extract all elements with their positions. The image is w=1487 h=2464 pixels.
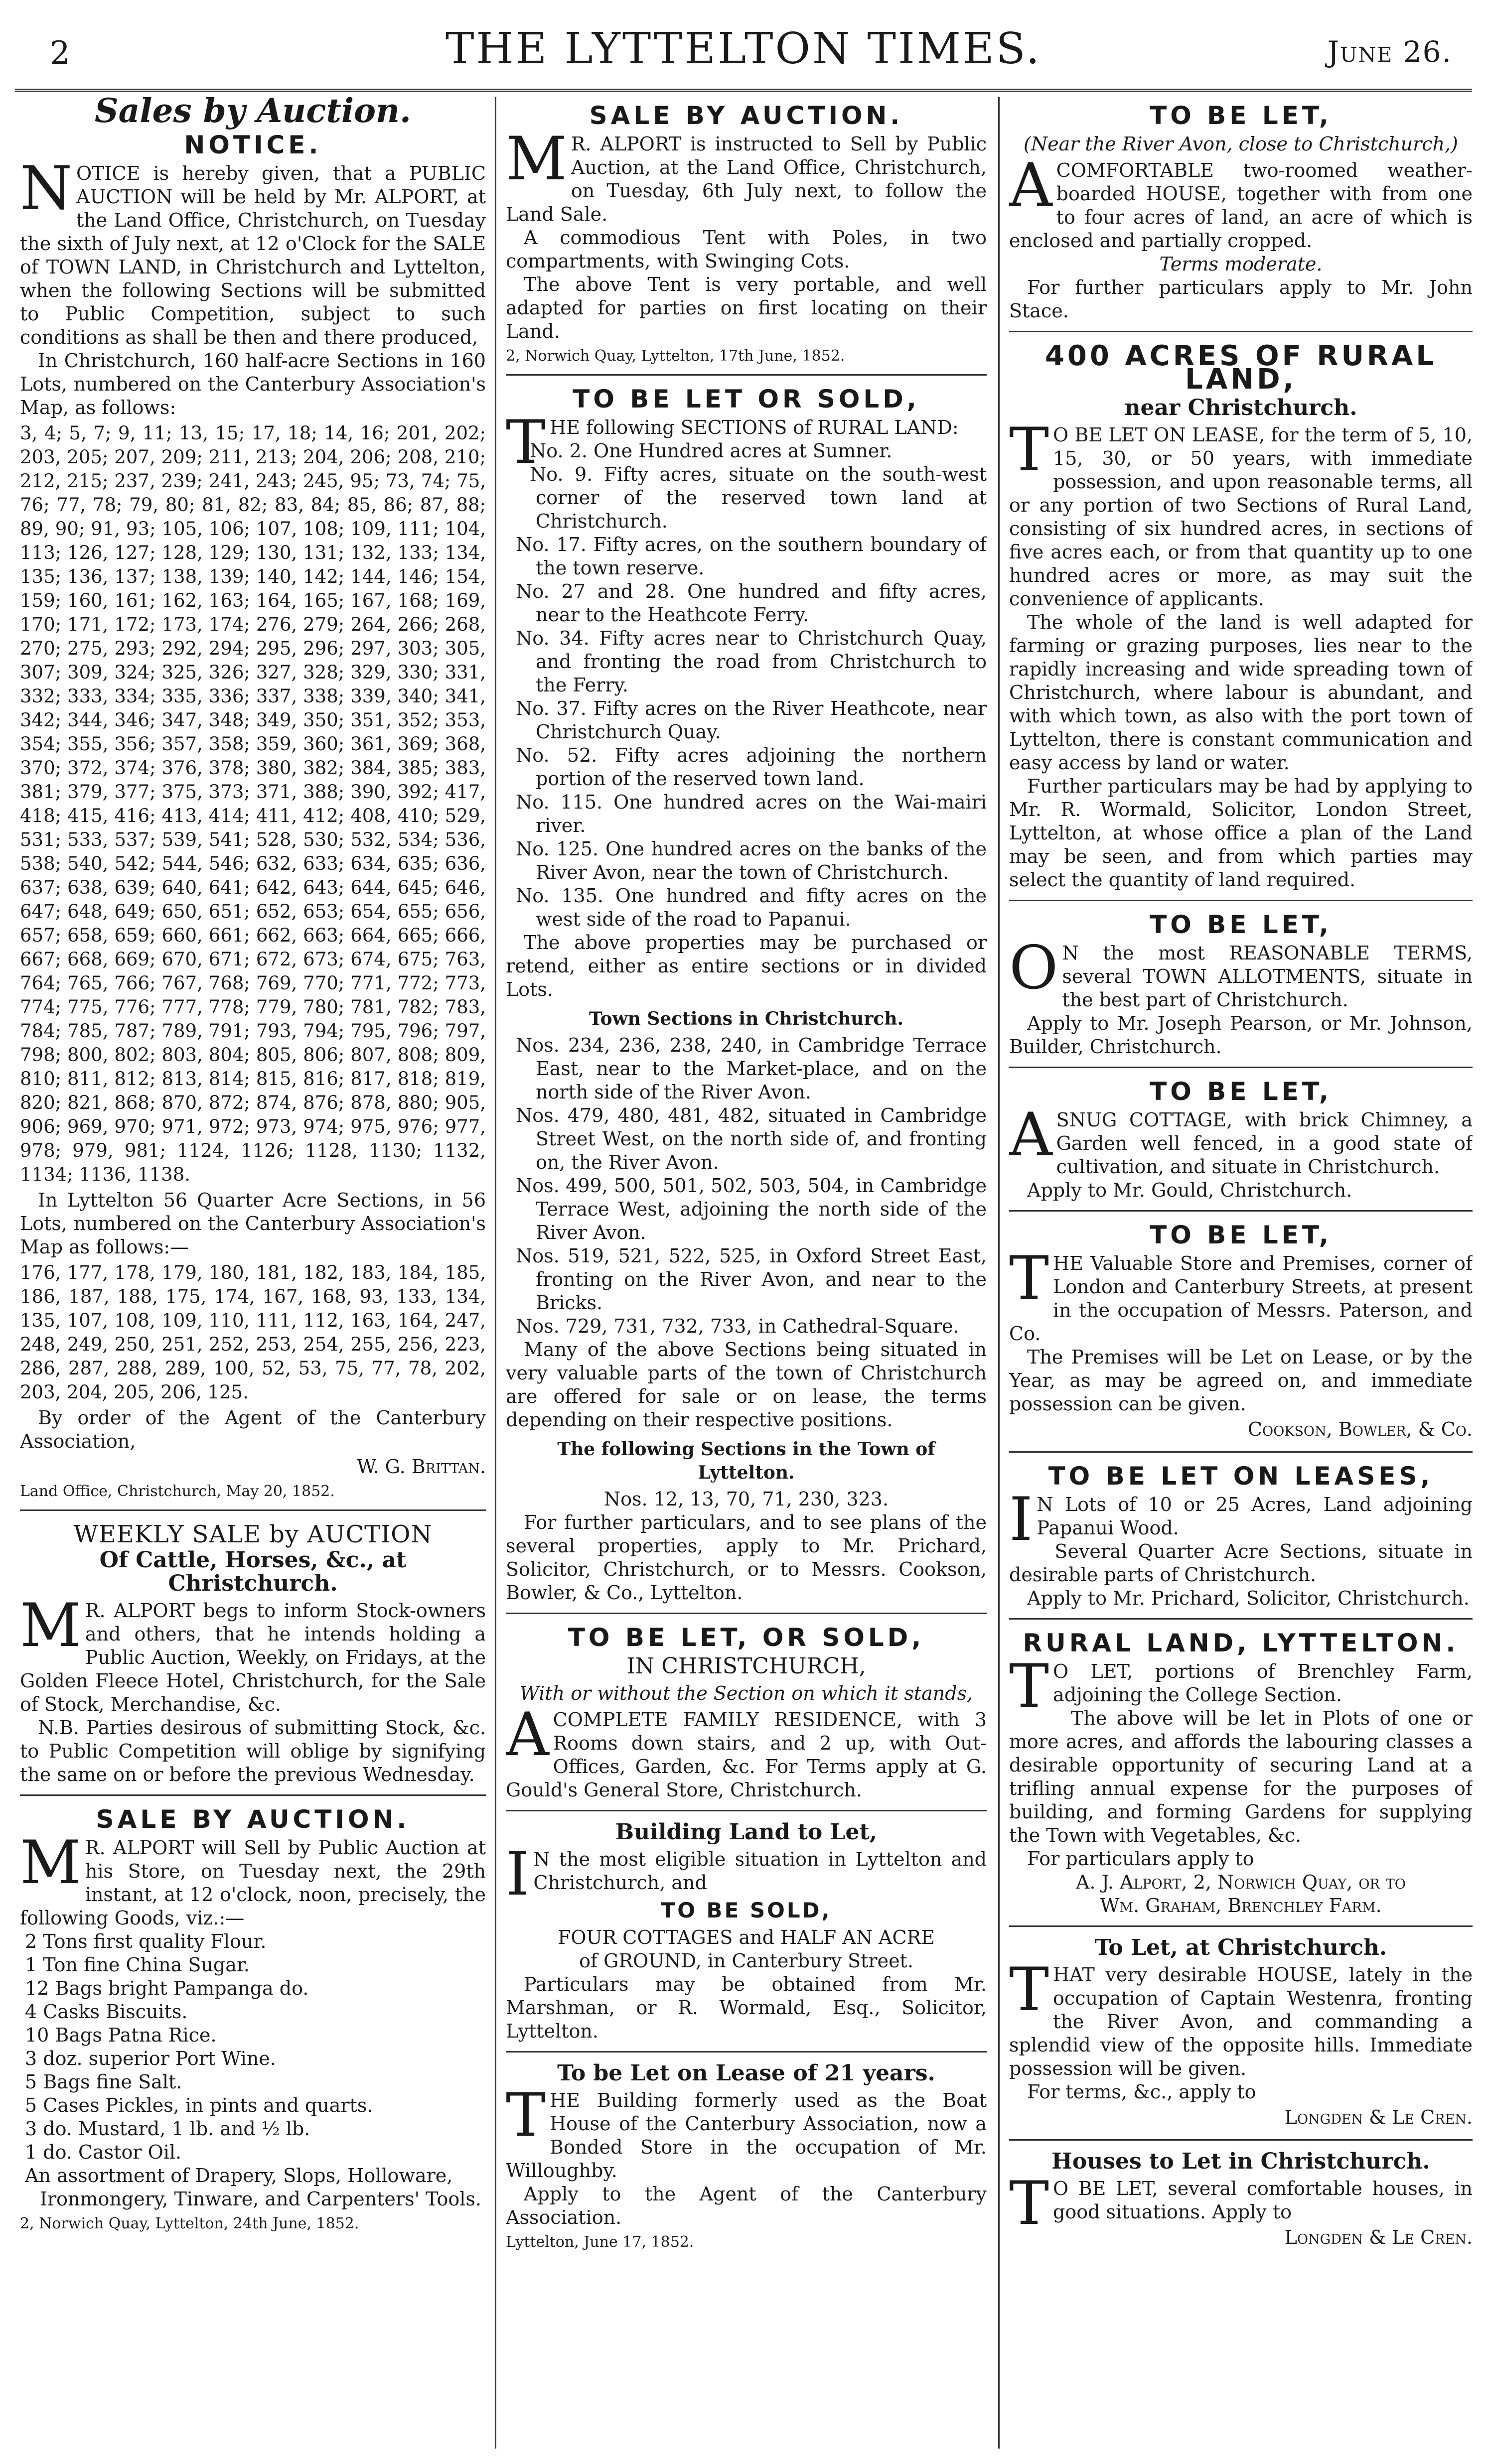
rural-400-ad	[1009, 337, 1473, 901]
goods-item: 12 Bags bright Pampanga do.	[25, 1977, 309, 1999]
weekly-sale-ad	[20, 1516, 486, 1796]
dropcap: T	[506, 408, 546, 477]
ad-paragraph: The whole of the land is well adapted for farming or grazing purposes, lies near to the rapidly increasing and wide spreading town of Christchurch, where labour is abundant, and with which town, as also with the port town of Lyttelton, there is constant communication and easy access by land or water.	[1009, 611, 1473, 774]
let-or-sold-ad	[506, 381, 987, 1614]
lease-21-ad	[506, 2057, 987, 2260]
rural-section-item: No. 125. One hundred acres on the banks of the River Avon, near the town of Christchurch.	[516, 838, 987, 883]
leases-ad	[1009, 1458, 1473, 1620]
dropcap: A	[506, 1700, 549, 1770]
ad-footer: 2, Norwich Quay, Lyttelton, 17th June, 1852.	[506, 347, 845, 365]
lyttelton-intro: In Lyttelton 56 Quarter Acre Sections, in 56 Lots, numbered on the Canterbury Association's Map as follows:—	[20, 1189, 486, 1258]
rural-section-item: No. 115. One hundred acres on the Wai-mairi river.	[516, 791, 987, 836]
dropcap: M	[20, 1828, 81, 1898]
ad-paragraph: Several Quarter Acre Sections, situate in desirable parts of Christchurch.	[1009, 1540, 1473, 1586]
signature: Cookson, Bowler, & Co.	[1247, 1418, 1473, 1440]
column-3	[1009, 97, 1473, 2449]
order-line: By order of the Agent of the Canterbury Association,	[20, 1407, 486, 1452]
dropcap: T	[1009, 415, 1049, 485]
dropcap: N	[20, 154, 72, 223]
ad-body: THE Building formerly used as the Boat House of the Canterbury Association, now a Bonded Store in the occupation of Mr. Willoughby.	[506, 2081, 987, 2182]
ad-title: TO BE LET,	[1150, 101, 1332, 130]
ad-paragraph: For particulars apply to	[1027, 1848, 1254, 1870]
dropcap: T	[1009, 1244, 1049, 1313]
goods-item: 5 Cases Pickles, in pints and quarts.	[25, 2094, 373, 2116]
ad-body: NOTICE is hereby given, that a PUBLIC AUCTION will be held by Mr. ALPORT, at the Land Office, Christchurch, on Tuesday the sixth of July next, at 12 o'Clock for the SALE of TOWN LAND, in Christchurch and Lyttelton, when the following Sections will be submitted to Public Competition, subject to such conditions as shall be then and there produced,	[20, 154, 486, 348]
ad-footer: 2, Norwich Quay, Lyttelton, 24th June, 1852.	[20, 2215, 359, 2232]
ad-subtitle: TO BE SOLD,	[661, 1898, 832, 1922]
masthead-rule	[15, 89, 1472, 92]
ad-title: TO BE LET, OR SOLD,	[568, 1623, 925, 1652]
store-ad	[1009, 1217, 1473, 1453]
goods-item: 10 Bags Patna Rice.	[25, 2024, 217, 2046]
ad-title: TO BE LET,	[1150, 1221, 1332, 1249]
ad-title: To be Let on Lease of 21 years.	[557, 2060, 935, 2086]
subheading: Town Sections in Christchurch.	[589, 1008, 904, 1029]
ad-title: Houses to Let in Christchurch.	[1051, 2149, 1430, 2174]
goods-item: An assortment of Drapery, Slops, Holloware, Ironmongery, Tinware, and Carpenters' Tools.	[25, 2165, 481, 2210]
ad-line: FOUR COTTAGES and HALF AN ACRE	[558, 1926, 935, 1948]
ad-paragraph: Particulars may be obtained from Mr. Marshman, or R. Wormald, Esq., Solicitor, Lyttelton.	[506, 1973, 987, 2042]
dropcap: M	[20, 1591, 81, 1660]
ad-paragraph: For further particulars apply to Mr. John Stace.	[1009, 276, 1473, 322]
column-divider	[495, 97, 496, 2449]
signature: Longden & Le Cren.	[1284, 2106, 1473, 2128]
ad-footer: Land Office, Christchurch, May 20, 1852.	[20, 1483, 335, 1500]
ad-paragraph: Apply to Mr. Joseph Pearson, or Mr. Johnson, Builder, Christchurch.	[1009, 1012, 1473, 1058]
ad-body: ACOMPLETE FAMILY RESIDENCE, with 3 Rooms down stairs, and 2 up, with Out-Offices, Garden, &c. For Terms apply at G. Gould's General Store, Christchurch.	[506, 1700, 987, 1801]
goods-item: 5 Bags fine Salt.	[25, 2071, 182, 2093]
ad-subtitle: IN CHRISTCHURCH,	[626, 1653, 866, 1679]
column-1	[20, 97, 486, 2449]
ad-subtitle: Of Cattle, Horses, &c., at Christchurch.	[99, 1547, 407, 1596]
ad-body: O N the most REASONABLE TERMS, several TOWN ALLOTMENTS, situate in the best part of Christchurch.	[1009, 934, 1473, 1011]
contact-line: A. J. Alport, 2, Norwich Quay, or to	[1075, 1871, 1406, 1893]
ad-paragraph: The above Tent is very portable, and well adapted for parties on first locating on their Land.	[506, 274, 987, 342]
westenra-ad	[1009, 1932, 1473, 2141]
ad-body: I N Lots of 10 or 25 Acres, Land adjoining Papanui Wood.	[1009, 1485, 1473, 1554]
ad-title: TO BE LET,	[1150, 1077, 1332, 1106]
christchurch-section-numbers: 3, 4; 5, 7; 9, 11; 13, 15; 17, 18; 14, 16; 201, 202; 203, 205; 207, 209; 211, 213; 204, 206; 208, 210; 212, 215; 237, 239; 241, 243; 245, 95; 73, 74; 75, 76; 77, 78; 79, 80; 81, 82; 83, 84; 85, 86; 87, 88; 89, 90; 91, 93; 105, 106; 107, 108; 109, 111; 104, 113; 126, 127; 128, 129; 130, 131; 132, 133; 134, 135; 136, 137; 138, 139; 140, 142; 144, 146; 154, 159; 160, 161; 162, 163; 164, 165; 167, 168; 169, 170; 171, 172; 173, 174; 276, 279; 264, 266; 268, 270; 275, 293; 292, 294; 295, 296; 297, 303; 305, 307; 309, 324; 325, 326; 327, 328; 329, 330; 331, 332; 333, 334; 335, 336; 337, 338; 339, 340; 341, 342; 344, 346; 347, 348; 349, 350; 351, 352; 353, 354; 355, 356; 357, 358; 359, 360; 361, 369; 368, 370; 372, 374; 376, 378; 380, 382; 384, 385; 383, 381; 379, 377; 375, 373; 371, 388; 390, 392; 417, 418; 415, 416; 413, 414; 411, 412; 408, 410; 529, 531; 533, 537; 539, 541; 528, 530; 532, 534; 536, 538; 540, 542; 544, 546; 632, 633; 634, 635; 636, 637; 638, 639; 640, 641; 642, 643; 644, 645; 646, 647; 648, 649; 650, 651; 652, 653; 654, 655; 656, 657; 658, 659; 660, 661; 662, 663; 664, 665; 666, 667; 668, 669; 670, 671; 672, 673; 674, 675; 763, 764; 765, 766; 767, 768; 769, 770; 771, 772; 773, 774; 775, 776; 777, 778; 779, 780; 781, 782; 783, 784; 785, 787; 789, 791; 793, 794; 795, 796; 797, 798; 800, 802; 803, 804; 805, 806; 807, 808; 809, 810; 811, 812; 813, 814; 815, 816; 817, 818; 819, 820; 821, 868; 870, 872; 874, 876; 878, 880; 905, 906; 969, 970; 971, 972; 973, 974; 975, 976; 977, 978; 979, 981; 1124, 1126; 1128, 1130; 1132, 1134; 1136, 1138.	[20, 422, 486, 1185]
ad-title: 400 ACRES OF RURAL LAND,	[1044, 340, 1437, 396]
masthead	[0, 0, 1487, 100]
dropcap: A	[1009, 1100, 1052, 1170]
town-section-item: Nos. 519, 521, 522, 525, in Oxford Street East, fronting on the River Avon, and near to the Bricks.	[516, 1245, 987, 1314]
town-section-item: Nos. 499, 500, 501, 502, 503, 504, in Cambridge Terrace West, adjoining the north side of the River Avon.	[516, 1175, 987, 1243]
ad-body: T O BE LET ON LEASE, for the term of 5, 10, 15, 30, or 50 years, with immediate possession, and upon reasonable terms, all or any portion of two Sections of Rural Land, consisting of six hundred acres, in sections of five acres each, or from that quantity up to one hundred acres or more, as may suit the convenience of applicants.	[1009, 415, 1473, 610]
dropcap: O	[1009, 934, 1058, 1003]
sale-by-auction-ad	[20, 1801, 486, 2242]
notice-ad	[20, 127, 486, 1511]
ad-body: ACOMFORTABLE two-roomed weather-boarded HOUSE, together with from one to four acres of land, an acre of which is enclosed and partially cropped.	[1009, 151, 1473, 252]
column-2	[506, 97, 987, 2449]
ad-body: M R. ALPORT is instructed to Sell by Public Auction, at the Land Office, Christchurch, on Tuesday, 6th July next, to follow the Land Sale.	[506, 125, 987, 225]
dropcap: I	[506, 1840, 530, 1909]
ad-title: NOTICE.	[184, 131, 322, 159]
dropcap: T	[506, 2081, 546, 2150]
tent-sale-ad	[506, 97, 987, 376]
column-divider	[998, 97, 1000, 2449]
goods-item: 2 Tons first quality Flour.	[25, 1930, 267, 1952]
rural-section-item: No. 9. Fifty acres, situate on the south-west corner of the reserved town land at Christchurch.	[530, 463, 987, 532]
contact-line: Wm. Graham, Brenchley Farm.	[1100, 1895, 1382, 1916]
ad-body: T O LET, portions of Brenchley Farm, adjoining the College Section.	[1009, 1652, 1473, 1721]
ad-line: of GROUND, in Canterbury Street.	[579, 1950, 913, 1972]
ad-paragraph: The above properties may be purchased or retend, either as entire sections or in divided Lots.	[506, 932, 987, 1000]
ad-paragraph: The Premises will be Let on Lease, or by the Year, as may be agreed on, and immediate possession can be given.	[1009, 1346, 1473, 1415]
goods-item: 3 do. Mustard, 1 lb. and ½ lb.	[25, 2118, 310, 2140]
goods-item: 1 do. Castor Oil.	[25, 2141, 182, 2163]
dropcap: T	[1009, 2169, 1049, 2238]
ad-body: THE following SECTIONS of RURAL LAND:	[506, 408, 959, 477]
dropcap: T	[1009, 1955, 1049, 2025]
ad-title: SALE BY AUCTION.	[589, 101, 903, 130]
ad-footer: Lyttelton, June 17, 1852.	[506, 2233, 694, 2251]
rural-section-item: No. 27 and 28. One hundred and fifty acres, near to the Heathcote Ferry.	[516, 580, 987, 626]
signature: Longden & Le Cren.	[1284, 2226, 1473, 2248]
rural-section-item: No. 2. One Hundred acres at Sumner.	[530, 440, 892, 462]
ad-note: N.B. Parties desirous of submitting Stock, &c. to Public Competition will oblige by signifying the same on or before the previous Wednesday.	[20, 1717, 486, 1785]
ad-italic-line: (Near the River Avon, close to Christchurch,)	[1024, 133, 1458, 155]
rural-section-item: No. 37. Fifty acres on the River Heathcote, near Christchurch Quay.	[516, 697, 987, 743]
goods-item: 1 Ton fine China Sugar.	[25, 1954, 250, 1976]
ad-body: ASNUG COTTAGE, with brick Chimney, a Garden well fenced, in a good state of cultivation, and situate in Christchurch.	[1009, 1100, 1473, 1178]
building-land-ad	[506, 1816, 987, 2053]
ad-title: To Let, at Christchurch.	[1094, 1935, 1387, 1960]
rural-section-item: No. 135. One hundred and fifty acres on the west side of the road to Papanui.	[516, 885, 987, 930]
ad-paragraph: Further particulars may be had by applying to Mr. R. Wormald, Solicitor, London Street, Lyttelton, at whose office a plan of the Land may be seen, and from which parties may select the quantity of land required.	[1009, 775, 1473, 891]
ad-paragraph: Apply to the Agent of the Canterbury Association.	[506, 2183, 987, 2228]
subheading: The following Sections in the Town of Lyttelton.	[557, 1439, 935, 1483]
christchurch-intro: In Christchurch, 160 half-acre Sections in 160 Lots, numbered on the Canterbury Association's Map, as follows:	[20, 350, 486, 418]
ad-paragraph: Many of the above Sections being situated in very valuable parts of the town of Christchurch are offered for sale or on lease, the terms depending on their respective positions.	[506, 1339, 987, 1431]
town-section-item: Nos. 479, 480, 481, 482, situated in Cambridge Street West, on the north side of, and fronting on, the River Avon.	[516, 1104, 987, 1173]
section-title: Sales by Auction.	[94, 97, 412, 130]
cottage-ad	[1009, 1073, 1473, 1212]
rural-section-item: No. 52. Fifty acres adjoining the northern portion of the reserved town land.	[516, 744, 987, 790]
signature: W. G. Brittan.	[357, 1456, 486, 1478]
dropcap: M	[506, 125, 567, 194]
rural-section-item: No. 34. Fifty acres near to Christchurch Quay, and fronting the road from Christchurch to the Ferry.	[516, 627, 987, 696]
ad-body: M R. ALPORT begs to inform Stock-owners and others, that he intends holding a Public Auction, Weekly, on Fridays, at the Golden Fleece Hotel, Christchurch, for the Sale of Stock, Merchandise, &c.	[20, 1591, 486, 1715]
ad-title: WEEKLY SALE by AUCTION	[73, 1520, 433, 1548]
ad-paragraph: A commodious Tent with Poles, in two compartments, with Swinging Cots.	[506, 227, 987, 272]
goods-item: 4 Casks Biscuits.	[25, 2001, 188, 2023]
ad-subtitle: near Christchurch.	[1124, 395, 1357, 420]
allotments-ad	[1009, 906, 1473, 1068]
town-section-item: Nos. 729, 731, 732, 733, in Cathedral-Square.	[516, 1315, 959, 1337]
ad-body: T O BE LET, several comfortable houses, in good situations. Apply to	[1009, 2169, 1473, 2238]
ad-paragraph: Apply to Mr. Prichard, Solicitor, Christchurch.	[1027, 1587, 1470, 1609]
ad-title: SALE BY AUCTION.	[96, 1805, 410, 1834]
rural-section-item: No. 17. Fifty acres, on the southern boundary of the town reserve.	[516, 534, 987, 579]
ad-title: RURAL LAND, LYTTELTON.	[1023, 1629, 1459, 1657]
family-residence-ad	[506, 1619, 987, 1811]
ad-paragraph: For further particulars, and to see plans of the several properties, apply to Mr. Prichard, Solicitor, Christchurch, or to Messrs. Cookson, Bowler, & Co., Lyttelton.	[506, 1511, 987, 1604]
let-house-ad	[1009, 97, 1473, 332]
town-section-item: Nos. 234, 236, 238, 240, in Cambridge Terrace East, near to the Market-place, and on the north side of the River Avon.	[516, 1034, 987, 1103]
ad-body: M R. ALPORT will Sell by Public Auction at his Store, on Tuesday next, the 29th instant, at 12 o'clock, noon, precisely, the following Goods, viz.:—	[20, 1828, 486, 1929]
ad-title: TO BE LET ON LEASES,	[1048, 1462, 1434, 1491]
newspaper-title: THE LYTTELTON TIMES.	[446, 24, 1041, 74]
dropcap: I	[1009, 1485, 1033, 1554]
houses-ad	[1009, 2146, 1473, 2259]
issue-date: June 26.	[1327, 35, 1452, 69]
goods-item: 3 doz. superior Port Wine.	[25, 2048, 276, 2069]
ad-body: THAT very desirable HOUSE, lately in the occupation of Captain Westenra, fronting the River Avon, and commanding a splendid view of the opposite hills. Immediate possession will be given.	[1009, 1955, 1473, 2079]
page-number: 2	[50, 35, 70, 72]
ad-paragraph: Apply to Mr. Gould, Christchurch.	[1027, 1179, 1352, 1201]
ad-paragraph: For terms, &c., apply to	[1027, 2081, 1256, 2103]
terms-line: Terms moderate.	[1159, 253, 1323, 275]
rural-lyttelton-ad	[1009, 1625, 1473, 1927]
lyttelton-section-numbers: 176, 177, 178, 179, 180, 181, 182, 183, 184, 185, 186, 187, 188, 175, 174, 167, 168, 93, 133, 134, 135, 107, 108, 109, 110, 111, 112, 163, 164, 247, 248, 249, 250, 251, 252, 253, 254, 255, 256, 223, 286, 287, 288, 289, 100, 52, 53, 75, 77, 78, 202, 203, 204, 205, 206, 125.	[20, 1262, 486, 1403]
ad-title: Building Land to Let,	[615, 1819, 878, 1845]
dropcap: T	[1009, 1652, 1049, 1721]
lyttelton-numbers: Nos. 12, 13, 70, 71, 230, 323.	[603, 1488, 889, 1510]
ad-title: TO BE LET,	[1150, 910, 1332, 939]
ad-body: THE Valuable Store and Premises, corner of London and Canterbury Streets, at present in the occupation of Messrs. Paterson, and Co.	[1009, 1244, 1473, 1345]
dropcap: A	[1009, 151, 1052, 220]
ad-body: I N the most eligible situation in Lyttelton and Christchurch, and	[506, 1840, 987, 1909]
ad-title: TO BE LET OR SOLD,	[573, 385, 920, 413]
ad-italic-line: With or without the Section on which it stands,	[519, 1682, 973, 1704]
ad-paragraph: The above will be let in Plots of one or more acres, and affords the labouring classes a desirable opportunity of securing Land at a trifling annual expense for the purposes of building, and forming Gardens for supplying the Town with Vegetables, &c.	[1009, 1707, 1473, 1846]
